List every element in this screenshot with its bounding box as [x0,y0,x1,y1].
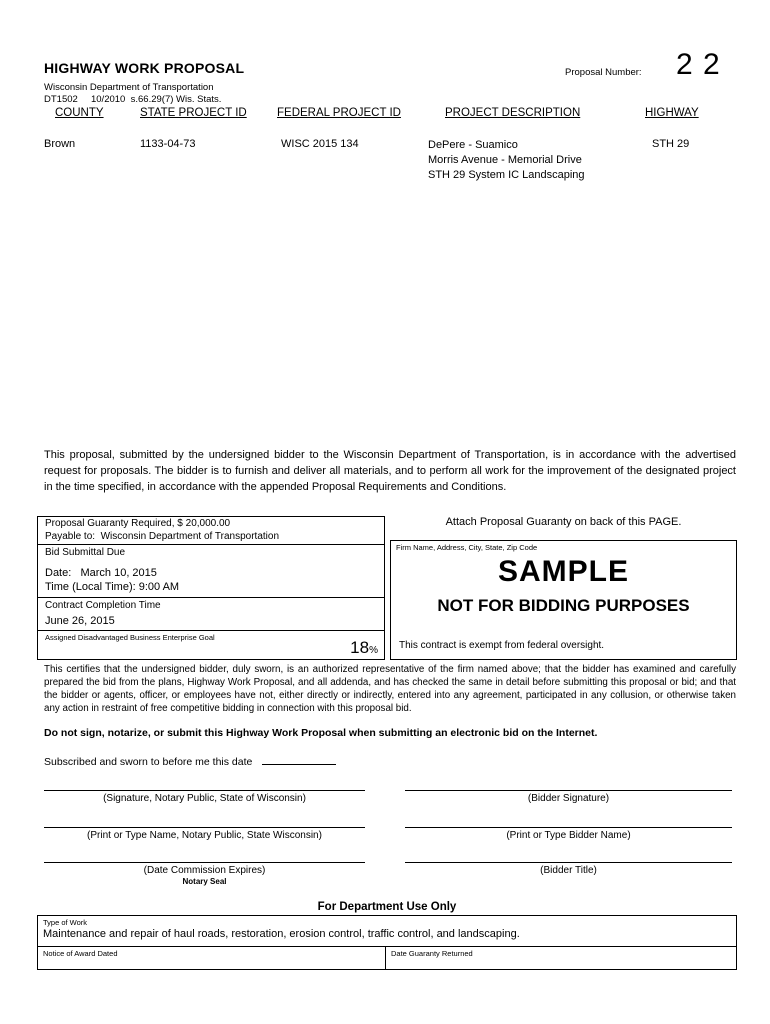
highway-value: STH 29 [652,138,690,150]
attach-guaranty-note: Attach Proposal Guaranty on back of this PAGE. [445,516,682,528]
project-description-line: STH 29 System IC Landscaping [428,169,585,181]
subscribed-sworn-line [44,753,336,768]
type-of-work-value: Maintenance and repair of haul roads, restoration, erosion control, traffic control, and landscaping. [43,928,520,940]
date-guaranty-returned-field[interactable]: Date Guaranty Returned [391,949,473,958]
county-value: Brown [44,138,76,150]
contract-completion-date: June 26, 2015 [45,615,115,627]
date-fill-line[interactable] [262,753,336,765]
bid-submittal-label: Bid Submittal Due [45,547,126,558]
proposal-guaranty-row [38,517,384,544]
department-bottom-row [38,946,736,969]
contract-completion-label: Contract Completion Time [45,600,161,611]
dbe-goal-value: 18% [350,638,378,657]
bidder-name-field[interactable]: (Print or Type Bidder Name) [405,827,732,841]
payable-to-line: Payable to: Wisconsin Department of Transportation [45,530,280,542]
project-description-line: Morris Avenue - Memorial Drive [428,154,582,166]
column-header-state-project-id: STATE PROJECT ID [140,107,247,119]
notary-seal-label: Notary Seal [182,877,227,886]
bid-submittal-row [38,544,384,597]
commission-expires-field[interactable]: (Date Commission Expires) [44,862,365,876]
guaranty-required-line: Proposal Guaranty Required, $ 20,000.00 [45,518,231,529]
dbe-goal-label: Assigned Disadvantaged Business Enterprise Goal [45,633,215,642]
department-use-box [37,915,737,970]
project-description-line: DePere - Suamico [428,139,518,151]
column-header-highway: HIGHWAY [645,107,699,119]
notary-name-field[interactable]: (Print or Type Name, Notary Public, State Wisconsin) [44,827,365,841]
proposal-number-value: 2 2 [676,48,721,81]
state-project-id-value: 1133-04-73 [140,138,196,150]
bid-time-value: Time (Local Time): 9:00 AM [45,580,180,593]
department-name: Wisconsin Department of Transportation [44,82,214,93]
firm-name-label: Firm Name, Address, City, State, Zip Code [396,543,538,552]
contract-completion-row [38,597,384,630]
project-description-value [428,138,585,183]
sample-watermark: SAMPLE [497,555,629,588]
dbe-goal-unit: % [369,645,378,656]
dbe-goal-row [38,630,384,661]
column-header-county: COUNTY [55,107,104,119]
subscribed-sworn-text: Subscribed and sworn to before me this date [44,756,253,768]
firm-name-box [390,540,737,660]
proposal-number-label: Proposal Number: [565,67,642,78]
federal-oversight-note: This contract is exempt from federal oversight. [399,640,605,651]
federal-project-id-value: WISC 2015 134 [281,138,359,150]
type-of-work-label: Type of Work [43,918,88,927]
certification-paragraph: This certifies that the undersigned bidder, duly sworn, is an authorized representative of the firm named above; that the bidder has examined and carefully prepared the bid from the plans, Highway Work Proposal, and all addenda, and has checked the same in detail before submitting this proposal or bid; and that the bidder or agents, officer, or employees have not, either directly or indirectly, entered into any agreement, participated in any collusion, or otherwise taken any action in restraint of free competitive bidding in connection with this proposal bid. [44,664,736,714]
do-not-sign-note: Do not sign, notarize, or submit this Highway Work Proposal when submitting an electronic bid on the Internet. [44,727,598,739]
intro-paragraph: This proposal, submitted by the undersigned bidder to the Wisconsin Department of Transportation, is in accordance with the advertised request for proposals. The bidder is to furnish and deliver all materials, and to perform all work for the improvement of the designated project in the time specified, in accordance with the appended Proposal Requirements and Conditions. [44,449,736,493]
bidder-signature-field[interactable]: (Bidder Signature) [405,790,732,804]
not-for-bidding-watermark: NOT FOR BIDDING PURPOSES [437,596,690,615]
department-use-only-title: For Department Use Only [317,901,457,913]
form-id-line: DT1502 10/2010 s.66.29(7) Wis. Stats. [44,94,222,105]
bid-info-box [37,516,385,660]
page-title: HIGHWAY WORK PROPOSAL [44,60,245,76]
notary-signature-field[interactable]: (Signature, Notary Public, State of Wisconsin) [44,790,365,804]
notice-of-award-field[interactable]: Notice of Award Dated [38,947,386,969]
column-header-project-description: PROJECT DESCRIPTION [445,107,581,119]
bid-date-value: Date: March 10, 2015 [45,567,157,579]
bidder-title-field[interactable]: (Bidder Title) [405,862,732,876]
column-header-federal-project-id: FEDERAL PROJECT ID [277,107,401,119]
